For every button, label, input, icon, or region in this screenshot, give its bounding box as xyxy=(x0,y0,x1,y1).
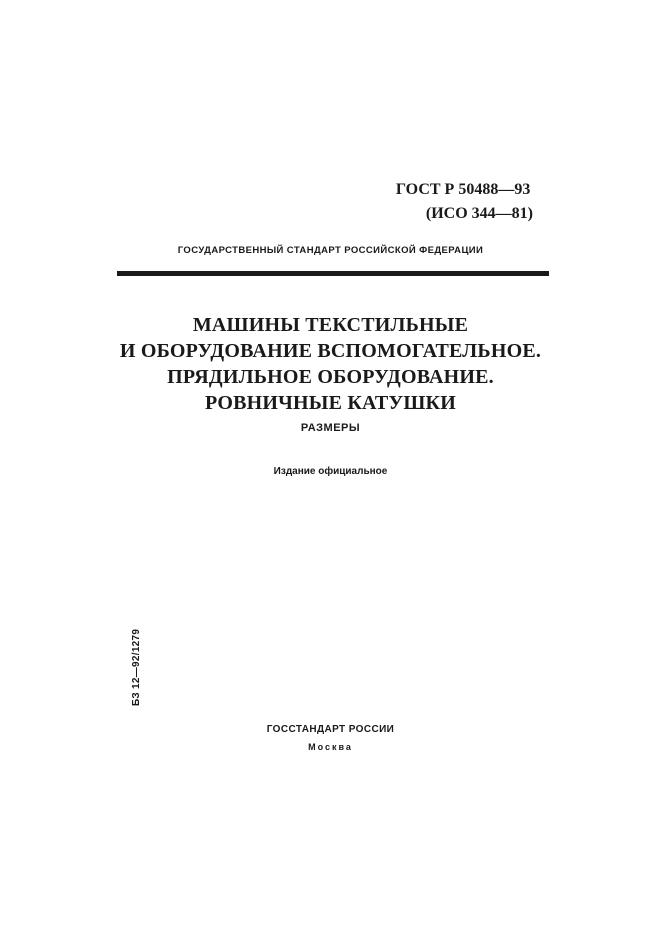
title-line: РОВНИЧНЫЕ КАТУШКИ xyxy=(205,392,456,414)
standard-identifier xyxy=(396,178,533,226)
title-line: МАШИНЫ ТЕКСТИЛЬНЫЕ xyxy=(192,314,469,336)
issuing-agency: ГОСУДАРСТВЕННЫЙ СТАНДАРТ РОССИЙСКОЙ ФЕДЕРАЦИИ xyxy=(177,245,484,256)
header-divider xyxy=(117,271,549,276)
publisher: ГОССТАНДАРТ РОССИИ xyxy=(266,724,395,735)
title-line: И ОБОРУДОВАНИЕ ВСПОМОГАТЕЛЬНОЕ. xyxy=(119,340,542,362)
side-registration-code: БЗ 12—92/1279 xyxy=(131,628,142,706)
document-title xyxy=(0,312,661,416)
standard-number: ГОСТ Р 50488—93 xyxy=(395,181,531,198)
title-line: ПРЯДИЛЬНОЕ ОБОРУДОВАНИЕ. xyxy=(167,366,494,388)
document-subtitle: РАЗМЕРЫ xyxy=(300,422,361,434)
iso-reference: (ИСО 344—81) xyxy=(425,205,533,222)
publication-city: Москва xyxy=(308,742,353,752)
edition-note: Издание официальное xyxy=(273,466,388,477)
